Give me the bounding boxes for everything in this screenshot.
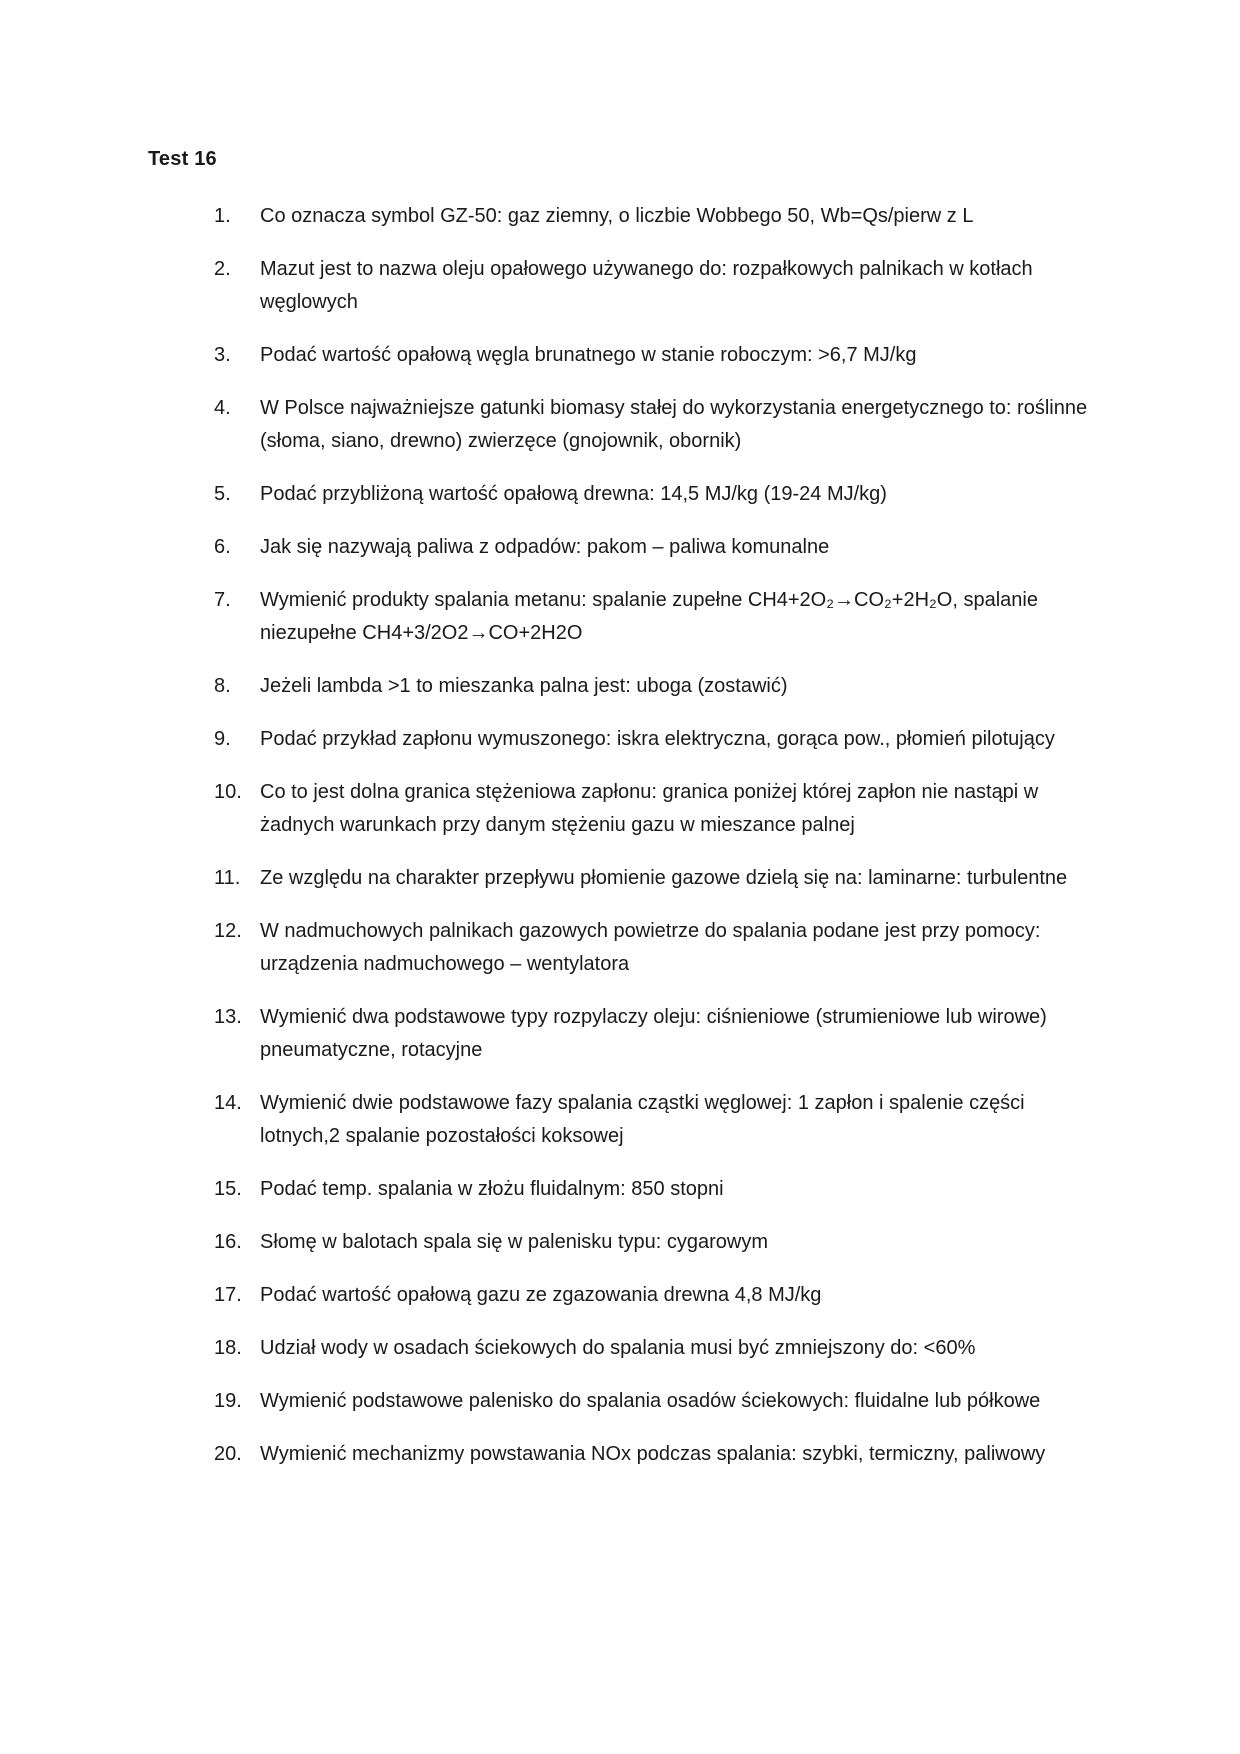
item-number: 16. [214, 1231, 242, 1253]
list-item [214, 1438, 1098, 1471]
item-text: W nadmuchowych palnikach gazowych powietrze do spalania podane jest przy pomocy: urządzenia nadmuchowego – wentylatora [260, 920, 1041, 975]
list-item [214, 862, 1098, 895]
item-number: 13. [214, 1006, 242, 1028]
list-item [214, 339, 1098, 372]
item-number: 8. [214, 675, 231, 697]
item-text: W Polsce najważniejsze gatunki biomasy stałej do wykorzystania energetycznego to: roślinne (słoma, siano, drewno) zwierzęce (gnojownik, obornik) [260, 397, 1088, 452]
question-list [214, 200, 1098, 1491]
item-text: Jak się nazywają paliwa z odpadów: pakom – paliwa komunalne [260, 536, 830, 558]
list-item [214, 1173, 1098, 1206]
item-number: 10. [214, 781, 242, 803]
item-number: 7. [214, 589, 231, 611]
item-text: Wymienić mechanizmy powstawania NOx podczas spalania: szybki, termiczny, paliwowy [260, 1443, 1046, 1465]
item-text: Wymienić podstawowe palenisko do spalania osadów ściekowych: fluidalne lub półkowe [260, 1390, 1041, 1412]
item-number: 6. [214, 536, 231, 558]
list-item [214, 392, 1098, 458]
item-number: 12. [214, 920, 242, 942]
item-text: Jeżeli lambda >1 to mieszanka palna jest: uboga (zostawić) [260, 675, 788, 697]
item-number: 9. [214, 728, 231, 750]
list-item [214, 200, 1098, 233]
item-number: 20. [214, 1443, 242, 1465]
item-text: Wymienić dwa podstawowe typy rozpylaczy oleju: ciśnieniowe (strumieniowe lub wirowe) pneumatyczne, rotacyjne [260, 1006, 1047, 1061]
item-number: 11. [214, 867, 241, 889]
item-text: Słomę w balotach spala się w palenisku typu: cygarowym [260, 1231, 769, 1253]
list-item [214, 478, 1098, 511]
list-item [214, 723, 1098, 756]
page-title: Test 16 [148, 148, 217, 170]
item-text: Podać wartość opałową gazu ze zgazowania drewna 4,8 MJ/kg [260, 1284, 822, 1306]
item-number: 5. [214, 483, 231, 505]
list-item [214, 531, 1098, 564]
list-item [214, 584, 1098, 650]
list-item [214, 1001, 1098, 1067]
list-item [214, 1279, 1098, 1312]
item-number: 14. [214, 1092, 242, 1114]
item-text: Podać wartość opałową węgla brunatnego w stanie roboczym: >6,7 MJ/kg [260, 344, 917, 366]
item-text: Podać przykład zapłonu wymuszonego: iskra elektryczna, gorąca pow., płomień pilotujący [260, 728, 1055, 750]
list-item [214, 670, 1098, 703]
item-text: Mazut jest to nazwa oleju opałowego używanego do: rozpałkowych palnikach w kotłach węglowych [260, 258, 1033, 313]
list-item [214, 1087, 1098, 1153]
item-text: Ze względu na charakter przepływu płomienie gazowe dzielą się na: laminarne: turbulentne [260, 867, 1068, 889]
item-text: Udział wody w osadach ściekowych do spalania musi być zmniejszony do: <60% [260, 1337, 976, 1359]
item-text: Wymienić dwie podstawowe fazy spalania cząstki węglowej: 1 zapłon i spalenie części lotnych,2 spalanie pozostałości koksowej [260, 1092, 1025, 1147]
item-text: Co oznacza symbol GZ-50: gaz ziemny, o liczbie Wobbego 50, Wb=Qs/pierw z L [260, 205, 974, 227]
item-text: Podać temp. spalania w złożu fluidalnym: 850 stopni [260, 1178, 724, 1200]
item-number: 19. [214, 1390, 242, 1412]
list-item [214, 915, 1098, 981]
item-number: 15. [214, 1178, 242, 1200]
item-number: 18. [214, 1337, 242, 1359]
list-item [214, 1332, 1098, 1365]
item-number: 4. [214, 397, 231, 419]
list-item [214, 1385, 1098, 1418]
list-item [214, 253, 1098, 319]
item-number: 17. [214, 1284, 242, 1306]
item-number: 1. [214, 205, 231, 227]
list-item [214, 776, 1098, 842]
list-item [214, 1226, 1098, 1259]
item-number: 2. [214, 258, 231, 280]
item-text: Co to jest dolna granica stężeniowa zapłonu: granica poniżej której zapłon nie nastąpi w żadnych warunkach przy danym stężeniu gazu w mieszance palnej [260, 781, 1039, 836]
item-number: 3. [214, 344, 231, 366]
item-text: Podać przybliżoną wartość opałową drewna: 14,5 MJ/kg (19-24 MJ/kg) [260, 483, 887, 505]
item-text: Wymienić produkty spalania metanu: spalanie zupełne CH4+2O₂→CO₂+2H₂O, spalanie niezupełne CH4+3/2O2→CO+2H2O [260, 589, 1038, 644]
